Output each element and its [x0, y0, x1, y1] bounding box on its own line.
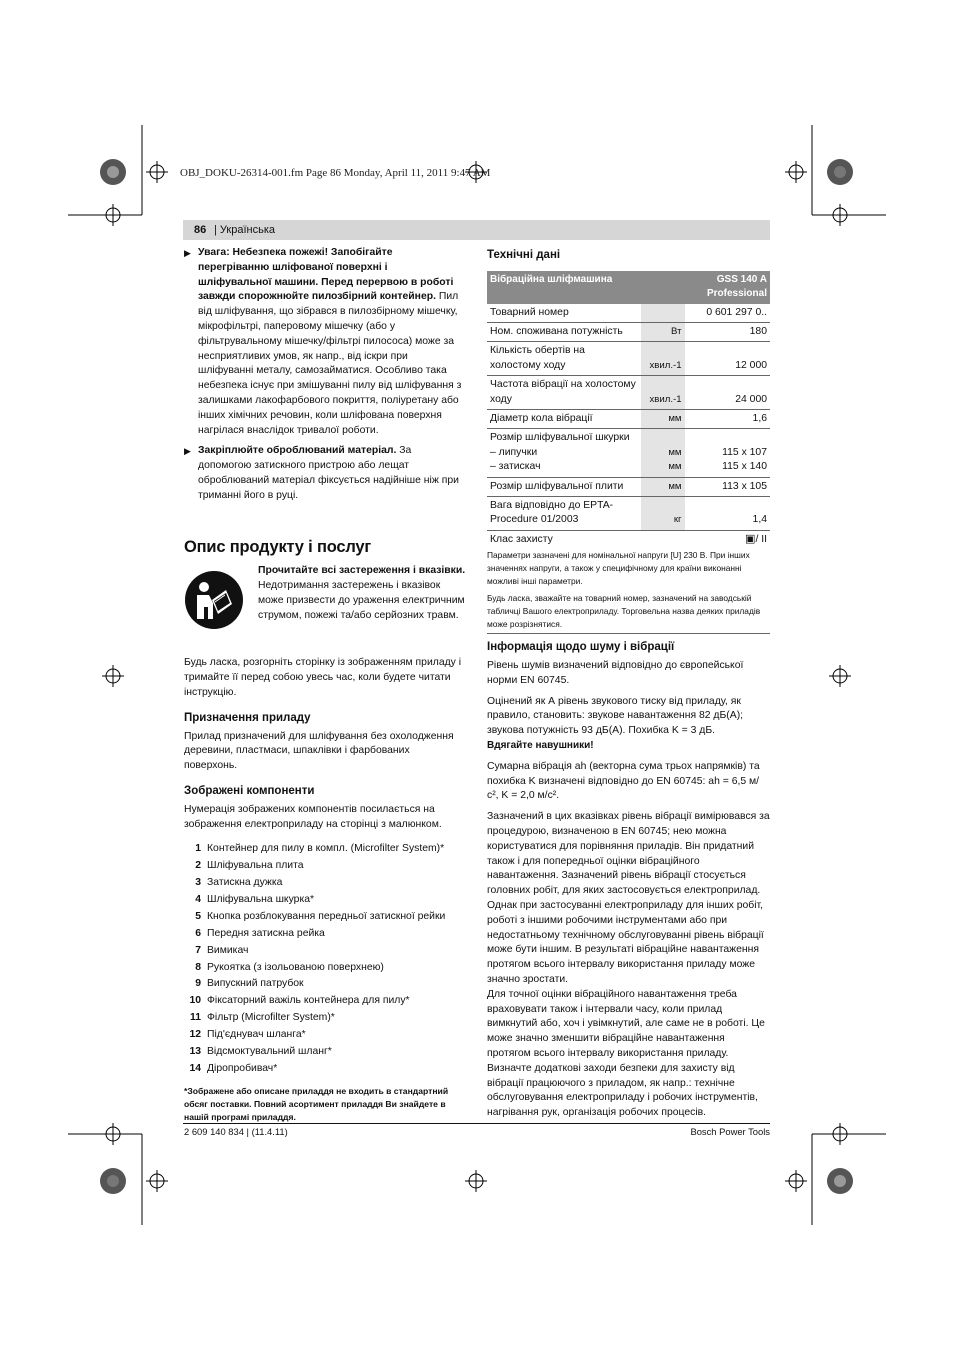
table-row: Товарний номер 0 601 297 0..	[487, 304, 770, 323]
list-item: 1 Контейнер для пилу в компл. (Microfilter System)*	[195, 843, 445, 855]
double-insulation-icon: ▣	[745, 531, 756, 545]
table-row: Частота вібрації на холостому ходу хвил.-1 24 000	[487, 376, 770, 410]
noise-p3: Сумарна вібрація ah (векторна сума трьох напрямків) та похибка K визначені відповідно до EN 60745: ah = 6,5 м/с², K = 2,0 м/с².	[487, 760, 760, 802]
table-header-label: Вібраційна шліфмашина	[487, 271, 685, 304]
list-item: 12 Під'єднувач шланга*	[189, 1029, 306, 1041]
purpose-title: Призначення приладу	[184, 711, 311, 724]
read-manual-icon	[184, 570, 244, 630]
components-list	[184, 842, 462, 1078]
table-row: Діаметр кола вібрації мм 1,6	[487, 410, 770, 429]
noise-p2: Оцінений як А рівень звукового тиску від приладу, як правило, становить: звукове навантаження 82 дБ(А); звукова потужність 93 дБ(А). Похибка K = 3 дБ.	[487, 695, 744, 737]
tech-data-table	[487, 271, 770, 548]
table-row: Розмір шліфувальної плити мм 113 x 105	[487, 477, 770, 496]
page-number: 86	[194, 224, 207, 236]
noise-p1: Рівень шумів визначений відповідно до європейської норми EN 60745.	[487, 660, 744, 686]
list-item: 14 Діропробивач*	[189, 1062, 278, 1074]
tech-data-title: Технічні дані	[487, 249, 561, 261]
list-item: 10 Фіксаторний важіль контейнера для пилу*	[189, 995, 410, 1007]
accessories-footnote: *Зображене або описане приладдя не входить в стандартний обсяг поставки. Повний асортимент приладдя Ви знайдете в нашій програмі приладдя.	[184, 1085, 449, 1122]
list-item: 4 Шліфувальна шкурка*	[195, 893, 315, 905]
footer-rule	[183, 1123, 770, 1124]
list-item: 7 Вимикач	[195, 944, 249, 956]
right-column	[487, 246, 770, 1127]
noise-p5: Для точної оцінки вібраційного навантаження треба враховувати також і інтервали часу, коли прилад вимкнутий або, хоч і увімкнутий, але саме не в роботі. Це може значно зменшити вібраційне навантаження протягом всього інтервалу використання приладу.	[487, 988, 765, 1060]
safety-notice	[184, 564, 466, 650]
table-row: Клас захисту ▣/ II	[487, 530, 770, 547]
table-header-row	[487, 271, 770, 304]
warning-fire: ▶ Увага: Небезпека пожежі! Запобігайте перегріванню шліфованої поверхні і шліфувальної машини. Перед перервою в роботі завжди спорожнюйте пилозбірний контейнер. Пил від шліфування, що зібрався в пилозбірному мішечку, мікрофільтрі, паперовому мішечку (або у фільтрувальному мішечку/фільтрі пилососа) може за несприятливих умов, як напр., від іскри при шліфуванні металу, самозайматися. Особливо така небезпека існує при змішуванні пилу від шліфування з залишками лакофарбового покриття, поліуретану або інших хімічних речовин, коли шліфована поверхня нагрілася внаслідок тривалої роботи.	[184, 247, 462, 436]
noise-title: Інформація щодо шуму і вібрації	[487, 641, 675, 654]
table-row: Розмір шліфувальної шкурки – липучки – затискач мм мм 115 x 107 115 x 140	[487, 429, 770, 477]
list-item: 3 Затискна дужка	[195, 877, 283, 889]
warning-fix-workpiece: ▶ Закріплюйте оброблюваний матеріал. За допомогою затискного пристрою або лещат оброблюваний матеріал фіксується надійніше ніж при триманні його в руці.	[184, 445, 459, 501]
table-row: Вага відповідно до EPTA-Procedure 01/2003 кг 1,4	[487, 497, 770, 531]
list-item: 8 Рукоятка (з ізольованою поверхнею)	[195, 961, 384, 973]
left-column	[184, 246, 466, 1124]
purpose-text: Прилад призначений для шліфування без охолодження деревини, пластмаси, шпаклівки і фарбованих поверхонь.	[184, 730, 454, 772]
unfold-instruction: Будь ласка, розгорніть сторінку із зображенням приладу і тримайте її перед собою увесь час, коли будете читати інструкцію.	[184, 657, 462, 698]
table-header-model: GSS 140 A Professional	[685, 271, 770, 304]
list-item: 6 Передня затискна рейка	[195, 927, 325, 939]
page-language: | Українська	[214, 224, 275, 236]
footer-doc-number: 2 609 140 834 | (11.4.11)	[184, 1126, 288, 1137]
section-title-product: Опис продукту і послуг	[184, 537, 372, 556]
table-row: Кількість обертів на холостому ходу хвил.-1 12 000	[487, 342, 770, 376]
list-item: 2 Шліфувальна плита	[195, 860, 304, 872]
tech-note-voltage: Параметри зазначені для номінальної напруги [U] 230 В. При інших значеннях напруги, а також у специфічному для країни виконанні можливі інші параметри.	[487, 550, 750, 587]
list-item: 13 Відсмоктувальний шланг*	[189, 1046, 332, 1057]
list-item: 5 Кнопка розблокування передньої затискної рейки	[195, 910, 446, 922]
protection-class: ▣/ II	[745, 531, 767, 545]
components-title: Зображені компоненти	[184, 784, 315, 797]
safety-text: Прочитайте всі застереження і вказівки. Недотримання застережень і вказівок може призвести до ураження електричним струмом, пожежі та/або серйозних травм.	[258, 565, 466, 621]
list-item: 9 Випускний патрубок	[195, 978, 304, 990]
bullet-arrow-icon: ▶	[184, 446, 191, 457]
list-item: 11 Фільтр (Microfilter System)*	[190, 1012, 335, 1024]
bullet-arrow-icon: ▶	[184, 248, 191, 258]
noise-p6: Визначте додаткові заходи безпеки для захисту від вібрації працюючого з приладом, як напр.: технічне обслуговування електроприладу і робочих інструментів, нагрівання рук, організація робочих процесів.	[487, 1062, 758, 1119]
print-info-line: OBJ_DOKU-26314-001.fm Page 86 Monday, April 11, 2011 9:47 AM	[180, 167, 491, 179]
tech-note-article: Будь ласка, зважайте на товарний номер, зазначений на заводській табличці Вашого електроприладу. Торговельна назва деяких приладів може розрізнятися.	[487, 592, 770, 634]
table-row: Ном. споживана потужність Вт 180	[487, 323, 770, 342]
ear-protection: Вдягайте навушники!	[487, 740, 594, 752]
footer-brand: Bosch Power Tools	[690, 1126, 770, 1137]
components-intro: Нумерація зображених компонентів посилається на зображення електроприладу на сторінці з малюнком.	[184, 803, 442, 830]
noise-p4: Зазначений в цих вказівках рівень вібрації вимірювався за процедурою, визначеною в EN 60745; нею можна користуватися для порівняння приладів. Він придатний також і для попередньої оцінки вібраційного навантаження. Зазначений рівень вібрації стосується головних робіт, для яких застосовується електроприлад. Однак при застосуванні електроприладу для інших робіт, роботі з іншими робочими інструментами або при недостатньому технічному обслуговуванні рівень вібрації може бути іншим. В результаті вібраційне навантаження протягом всього інтервалу використання приладу може значно зростати.	[487, 811, 770, 986]
